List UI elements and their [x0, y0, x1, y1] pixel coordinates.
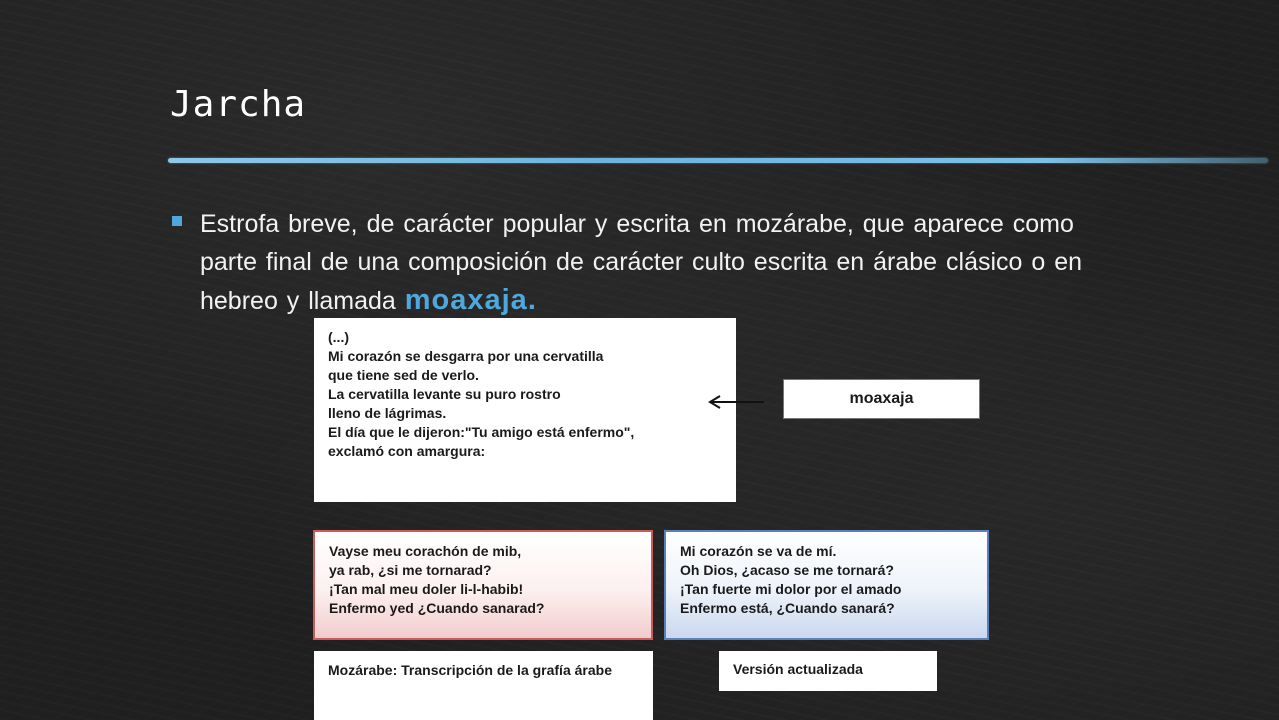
poem-line: Mi corazón se desgarra por una cervatilla	[328, 348, 604, 364]
updated-line: Oh Dios, ¿acaso se me tornará?	[680, 562, 894, 578]
mozarabic-line: ¡Tan mal meu doler li-l-habib!	[329, 581, 524, 597]
updated-line: ¡Tan fuerte mi dolor por el amado	[680, 581, 902, 597]
moaxaja-poem-box	[314, 318, 736, 502]
bullet-item	[172, 205, 1112, 320]
updated-version-box	[664, 530, 989, 640]
poem-line: lleno de lágrimas.	[328, 405, 447, 421]
mozarabic-line: Vayse meu corachón de mib,	[329, 543, 522, 559]
moaxaja-label-box: moaxaja	[783, 379, 980, 419]
bullet-highlight-term: moaxaja	[404, 284, 528, 316]
poem-line: El día que le dijeron:"Tu amigo está enfermo",	[328, 424, 635, 440]
square-bullet-icon	[172, 216, 182, 226]
title-underline	[168, 158, 1268, 163]
poem-line: exclamó con amargura:	[328, 443, 486, 459]
updated-line: Enfermo está, ¿Cuando sanará?	[680, 600, 895, 616]
updated-caption	[719, 651, 937, 691]
mozarabic-caption	[314, 651, 653, 720]
slide-title: Jarcha	[170, 84, 307, 125]
bullet-text	[200, 205, 1112, 320]
bullet-end-period: .	[527, 284, 537, 316]
poem-line: (...)	[328, 329, 349, 345]
poem-line: La cervatilla levante su puro rostro	[328, 386, 561, 402]
left-arrow-icon	[706, 393, 766, 411]
poem-line: que tiene sed de verlo.	[328, 367, 479, 383]
updated-line: Mi corazón se va de mí.	[680, 543, 837, 559]
mozarabic-caption-text: Mozárabe: Transcripción de la grafía árabe	[328, 662, 612, 678]
bullet-text-main: Estrofa breve, de carácter popular y escrita en mozárabe, que aparece como parte final de una composición de carácter culto escrita en árabe clásico o en hebreo y llamada	[200, 210, 1083, 315]
mozarabic-line: Enfermo yed ¿Cuando sanarad?	[329, 600, 545, 616]
updated-caption-text: Versión actualizada	[733, 661, 863, 677]
mozarabic-line: ya rab, ¿si me tornarad?	[329, 562, 492, 578]
mozarabic-jarcha-box	[313, 530, 653, 640]
